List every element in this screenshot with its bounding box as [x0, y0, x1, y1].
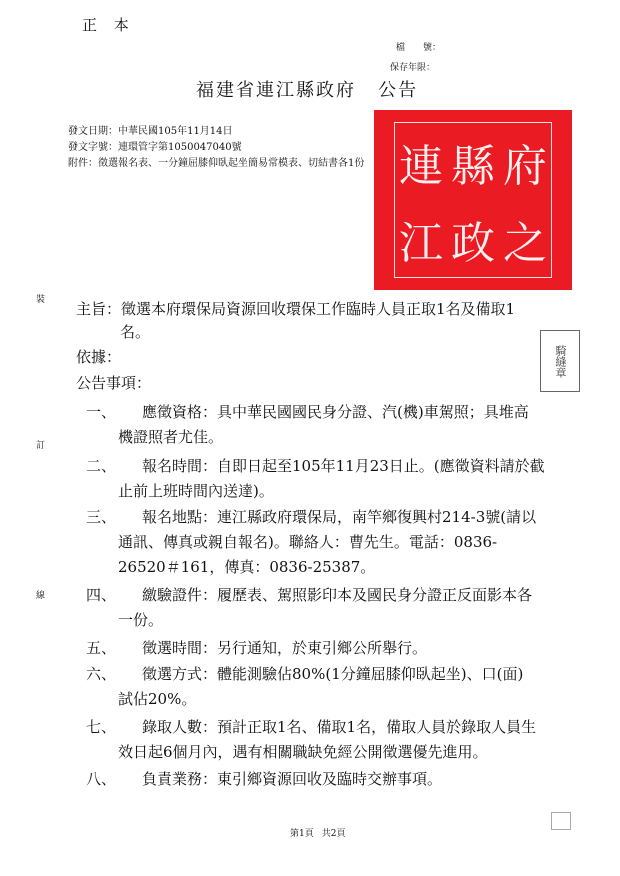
item-number: 三、: [86, 508, 117, 526]
document-type: 公告: [378, 80, 418, 101]
item-number: 一、: [86, 403, 117, 421]
binding-mark-ding: 訂: [36, 441, 46, 451]
file-number-label: 檔 號：: [396, 43, 442, 53]
notice-item: [86, 401, 529, 422]
item-text: 徵選方式：體能測驗佔80%(1分鐘屈膝仰臥起坐)、口(面): [142, 665, 524, 683]
item-text: 繳驗證件：履歷表、駕照影印本及國民身分證正反面影本各: [142, 586, 533, 604]
item-text: 報名地點：連江縣政府環保局，南竿鄉復興村214-3號(請以: [142, 508, 537, 526]
notice-item: [86, 455, 545, 476]
document-title: [196, 76, 418, 102]
item-text: 應徵資格：具中華民國國民身分證、汽(機)車駕照；具堆高: [142, 403, 529, 421]
corner-mark: [551, 812, 571, 830]
subject-line-1: 主旨：徵選本府環保局資源回收環保工作臨時人員正取1名及備取1: [76, 300, 516, 318]
original-copy-mark: 正 本: [82, 16, 135, 34]
item-text: 負責業務：東引鄉資源回收及臨時交辦事項。: [142, 770, 443, 788]
seal-char: 府: [503, 140, 547, 192]
item-text-continued: 機證照者尤佳。: [118, 428, 224, 446]
item-number: 七、: [86, 718, 117, 736]
retention-period-label: 保存年限：: [390, 63, 436, 73]
agency-name: 福建省連江縣政府: [196, 80, 356, 101]
item-number: 六、: [86, 665, 117, 683]
item-number: 四、: [86, 586, 117, 604]
item-text-continued: 通訊、傳真或親自報名)。聯絡人：曹先生。電話：0836-: [118, 533, 498, 551]
issue-number: 發文字號：連環管字第1050047040號: [68, 142, 242, 153]
basis-label: 依據：: [76, 348, 122, 366]
item-text: 錄取人數：預計正取1名、備取1名，備取人員於錄取人員生: [142, 718, 537, 736]
seal-char: 政: [451, 217, 495, 269]
item-text-continued: 26520＃161，傳真：0836-25387。: [118, 558, 376, 576]
item-text-continued: 止前上班時間內送達)。: [118, 482, 274, 500]
item-number: 二、: [86, 457, 117, 475]
notice-item: [86, 637, 427, 658]
item-text-continued: 效日起6個月內，遇有相關職缺免經公開徵選優先進用。: [118, 743, 488, 761]
side-seal-stamp: 騎縫章: [540, 330, 580, 392]
seal-char: 連: [399, 140, 443, 192]
item-number: 八、: [86, 770, 117, 788]
seal-char: 縣: [451, 140, 495, 192]
binding-mark-xian: 線: [36, 591, 46, 601]
notice-item: [86, 584, 532, 605]
official-seal: [374, 110, 572, 290]
notice-heading: 公告事項：: [76, 374, 152, 392]
binding-mark-zhuang: 裝: [36, 295, 46, 305]
notice-item: [86, 506, 536, 527]
seal-char: 之: [503, 217, 547, 269]
page-footer: [290, 826, 345, 839]
seal-frame: [394, 122, 552, 278]
seal-char: 江: [399, 217, 443, 269]
item-text: 報名時間：自即日起至105年11月23日止。(應徵資料請於截: [142, 457, 545, 475]
page-total: 共2頁: [321, 829, 346, 839]
subject-line-2: 名。: [120, 323, 151, 341]
notice-item: [86, 716, 536, 737]
page-number: 第1頁: [290, 829, 314, 839]
item-number: 五、: [86, 639, 117, 657]
notice-item: [86, 663, 523, 684]
notice-item: [86, 768, 442, 789]
issue-date: 發文日期：中華民國105年11月14日: [68, 126, 233, 137]
item-text: 徵選時間：另行通知，於東引鄉公所舉行。: [142, 639, 428, 657]
attachment-list: 附件：徵選報名表、一分鐘屈膝仰臥起坐簡易常模表、切結書各1份: [68, 158, 365, 169]
item-text-continued: 一份。: [118, 611, 164, 629]
item-text-continued: 試佔20%。: [118, 690, 197, 708]
